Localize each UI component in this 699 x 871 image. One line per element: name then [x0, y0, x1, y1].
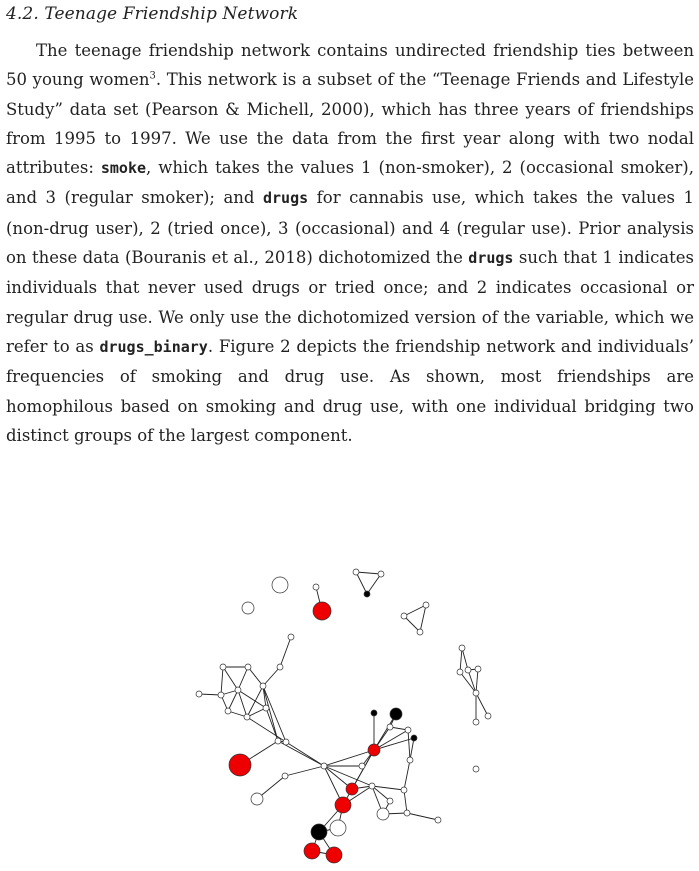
friendship-edge: [285, 766, 324, 776]
friendship-edge: [420, 605, 426, 632]
friendship-edge: [476, 669, 478, 693]
network-node: [390, 708, 402, 720]
network-node: [330, 820, 346, 836]
network-node: [465, 667, 471, 673]
network-node: [407, 757, 413, 763]
network-node: [196, 691, 202, 697]
network-node: [277, 664, 283, 670]
friendship-edge: [404, 605, 426, 616]
friendship-edge: [408, 730, 410, 760]
network-node: [304, 843, 320, 859]
network-node: [378, 571, 384, 577]
network-node: [313, 584, 319, 590]
friendship-edge: [238, 690, 266, 708]
network-node: [335, 797, 351, 813]
network-node: [321, 763, 327, 769]
network-node: [311, 824, 327, 840]
friendship-edge: [410, 738, 414, 760]
friendship-edge: [404, 616, 420, 632]
friendship-edge: [263, 686, 286, 742]
friendship-edge: [238, 690, 247, 717]
network-node: [457, 669, 463, 675]
code-drugs-binary: drugs_binary: [99, 337, 208, 356]
network-node: [404, 810, 410, 816]
network-node: [369, 783, 375, 789]
network-node: [475, 666, 481, 672]
network-node: [473, 690, 479, 696]
friendship-edge: [280, 637, 291, 667]
network-node: [423, 602, 429, 608]
network-node: [260, 683, 266, 689]
network-node: [242, 602, 254, 614]
network-node: [387, 798, 393, 804]
network-node: [229, 754, 251, 776]
network-node: [377, 808, 389, 820]
friendship-edge: [367, 574, 381, 594]
code-smoke: smoke: [100, 159, 147, 178]
network-node: [346, 783, 358, 795]
network-node: [326, 847, 342, 863]
network-node: [435, 817, 441, 823]
friendship-edge: [324, 766, 372, 786]
network-node: [263, 705, 269, 711]
network-node: [387, 724, 393, 730]
network-node: [459, 645, 465, 651]
network-node: [417, 629, 423, 635]
code-drugs: drugs: [468, 249, 514, 268]
friendship-edge: [372, 786, 404, 790]
text-run: The teenage friendship network contains undirected friendship ties between 50 young women: [6, 41, 694, 90]
friendship-edge: [407, 813, 438, 820]
network-node: [485, 713, 491, 719]
network-node: [272, 577, 288, 593]
friendship-edge: [221, 667, 223, 695]
network-node: [245, 664, 251, 670]
network-node: [405, 727, 411, 733]
network-node: [235, 687, 241, 693]
friendship-edge: [356, 572, 381, 574]
footnote-marker[interactable]: 3: [149, 70, 156, 82]
network-node: [368, 744, 380, 756]
text-run: . This network is a subset of the “Teenage Friends and Lifestyle Study” data set (Pearson & Michell, 2000), which has three years of friendships from 1995 to 1997. We use the data from the first year along with two nodal attributes:: [6, 70, 694, 178]
network-node: [283, 739, 289, 745]
network-node: [401, 613, 407, 619]
network-node: [364, 591, 370, 597]
network-node: [225, 708, 231, 714]
network-node: [313, 602, 331, 620]
network-node: [473, 766, 479, 772]
text-run: . Figure 2 depicts the friendship network and individuals’ frequencies of smoking and drug use. As shown, most friendships are homophilous based on smoking and drug use, with one individual bridging two distinct groups of the largest component.: [6, 336, 694, 445]
friendship-edge: [247, 717, 286, 742]
friendship-edge: [263, 686, 278, 741]
network-node: [401, 787, 407, 793]
section-heading: 4.2. Teenage Friendship Network: [6, 4, 299, 24]
code-drugs: drugs: [263, 189, 309, 208]
network-node: [282, 773, 288, 779]
network-node: [251, 793, 263, 805]
friendship-edge: [247, 686, 263, 717]
friendship-edge: [263, 667, 280, 686]
friendship-edge: [476, 693, 488, 716]
network-node: [218, 692, 224, 698]
friendship-edge: [248, 667, 263, 686]
friendship-edge: [468, 670, 476, 693]
network-node: [371, 710, 377, 716]
friendship-edge: [404, 790, 407, 813]
friendship-edge: [404, 760, 410, 790]
network-node: [220, 664, 226, 670]
text-run: , which takes the values 1 (non-smoker), 2 (occasional smoker), and 3 (regular smoker); and: [6, 158, 694, 208]
friendship-edge: [460, 648, 462, 672]
network-node: [359, 763, 365, 769]
network-node: [244, 714, 250, 720]
friendship-edge: [223, 667, 238, 690]
network-node: [288, 634, 294, 640]
network-node: [275, 738, 281, 744]
friendship-edge: [462, 648, 468, 670]
text-run: for cannabis use, which takes the values 1 (non-drug user), 2 (tried once), 3 (occasional) and 4 (regular use). Prior analysis on these data (Bouranis et al., 2018) dichotomized the: [6, 188, 695, 268]
network-node: [473, 719, 479, 725]
friendship-edge: [238, 667, 248, 690]
network-node: [411, 735, 417, 741]
friendship-edge: [356, 572, 367, 594]
friendship-edge: [460, 672, 476, 693]
network-node: [353, 569, 359, 575]
friendship-edge: [228, 690, 238, 711]
text-run: such that 1 indicates individuals that never used drugs or tried once; and 2 indicates occasional or regular drug use. We only use the dichotomized version of the variable, which we refer to as: [6, 248, 695, 356]
